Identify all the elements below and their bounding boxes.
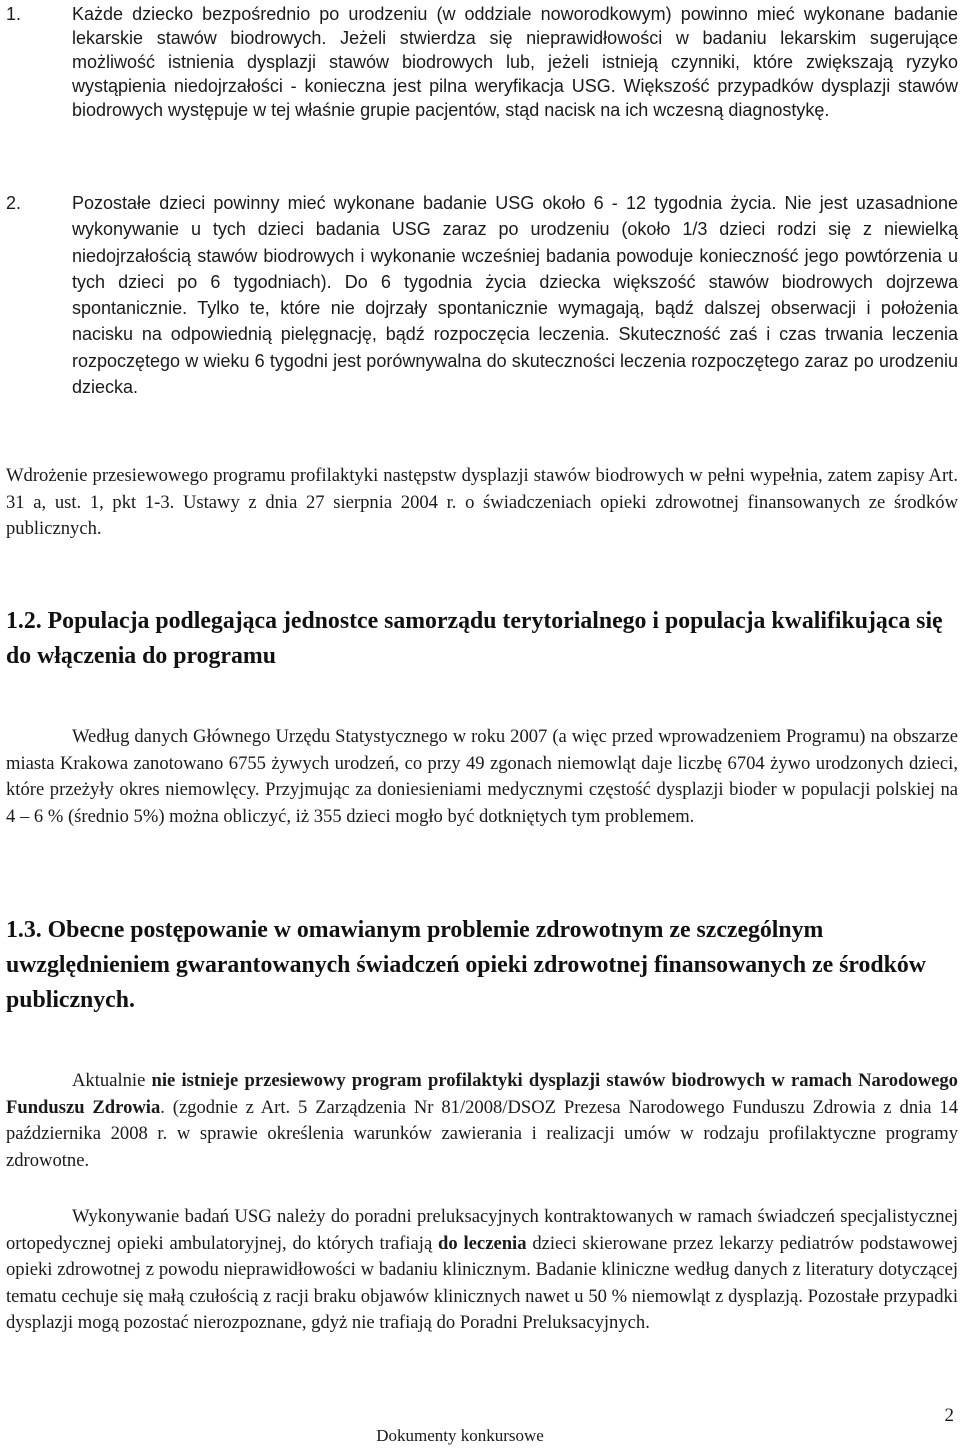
paragraph-text: Wykonywanie badań USG należy do poradni preluksacyjnych kontraktowanych w ramach świadczeń specjalistycznej ortopedycznej opieki ambulatoryjnej, do których trafiają — [6, 1206, 958, 1254]
list-item-text: Każde dziecko bezpośrednio po urodzeniu (w oddziale noworodkowym) powinno mieć wykonane badanie lekarskie stawów biodrowych. Jeżeli stwierdza się nieprawidłowości w badaniu lekarskim sugerujące możliwość istnienia dysplazji stawów biodrowych lub, jeżeli istnieją czynniki, które zwiększają ryzyko wystąpienia niedojrzałości - konieczna jest pilna weryfikacja USG. Większość przypadków dysplazji stawów biodrowych występuje w tej właśnie grupie pacjentów, stąd nacisk na ich wczesną diagnostykę. — [72, 4, 958, 120]
emphasis-text: nie istnieje przesiewowy program profilaktyki dysplazji stawów biodrowych w ramach Narodowego Funduszu Zdrowia — [6, 1070, 958, 1118]
emphasis-text: do leczenia — [438, 1232, 527, 1254]
list-item-1 — [6, 2, 958, 122]
list-item-2 — [6, 190, 958, 400]
page-number: 2 — [944, 1405, 954, 1426]
paragraph-text: Aktualnie — [72, 1070, 152, 1091]
implementation-paragraph: Wdrożenie przesiewowego programu profilaktyki następstw dysplazji stawów biodrowych w pełni wypełnia, zatem zapisy Art. 31 a, ust. 1, pkt 1-3. Ustawy z dnia 27 sierpnia 2004 r. o świadczeniach opieki zdrowotnej finansowanych ze środków publicznych. — [6, 465, 958, 539]
paragraph-text: dzieci skierowane przez lekarzy pediatrów podstawowej opieki zdrowotnej z powodu nieprawidłowości w badaniu klinicznym. Badanie kliniczne według danych z literatury dotyczącej tematu cechuje się małą czułością z racji braku objawów klinicznych nawet u 50 % niemowląt z dysplazją. Pozostałe przypadki dysplazji mogą pozostać nierozpoznane, gdyż nie trafiają do Poradni Preluksacyjnych. — [6, 1232, 958, 1333]
paragraph-text: . (zgodnie z Art. 5 Zarządzenia Nr 81/2008/DSOZ Prezesa Narodowego Funduszu Zdrowia z dnia 14 października 2008 r. w sprawie określenia warunków zawierania i realizacji umów w rodzaju profilaktyczne programy zdrowotne. — [6, 1096, 958, 1171]
section-heading-1-2: 1.2. Populacja podlegająca jednostce samorządu terytorialnego i populacja kwalifikująca się do włączenia do programu — [6, 608, 943, 669]
list-number: 1. — [6, 4, 22, 24]
section-heading-1-3: 1.3. Obecne postępowanie w omawianym problemie zdrowotnym ze szczególnym uwzględnieniem gwarantowanych świadczeń opieki zdrowotnej finansowanych ze środków publicznych. — [6, 917, 926, 1013]
list-item-text: Pozostałe dzieci powinny mieć wykonane badanie USG około 6 - 12 tygodnia życia. Nie jest uzasadnione wykonywanie u tych dzieci badania USG zaraz po urodzeniu (około 1/3 dzieci rodzi się z niewielką niedojrzałością stawów biodrowych i wykonanie wcześniej badania powoduje konieczność jego powtórzenia u tych dzieci po 6 tygodniach). Do 6 tygodnia życia dziecka większość stawów biodrowych dojrzewa spontanicznie. Tylko te, które nie dojrzały spontanicznie wymagają, bądź dalszej obserwacji i położenia nacisku na odpowiednią pielęgnację, bądź rozpoczęcia leczenia. Skuteczność zaś i czas trwania leczenia rozpoczętego w wieku 6 tygodni jest porównywalna do skuteczności leczenia rozpoczętego zaraz po urodzeniu dziecka. — [72, 193, 958, 398]
statistics-paragraph: Według danych Głównego Urzędu Statystycznego w roku 2007 (a więc przed wprowadzeniem Programu) na obszarze miasta Krakowa zanotowano 6755 żywych urodzeń, co przy 49 zgonach niemowląt daje liczbę 6704 żywo urodzonych dzieci, które przeżyły okres niemowlęcy. Przyjmując za doniesieniami medycznymi częstość dysplazji bioder w populacji polskiej na 4 – 6 % (średnio 5%) można obliczyć, iż 355 dzieci mogło być dotkniętych tym problemem. — [6, 726, 958, 827]
usg-paragraph — [6, 1204, 958, 1337]
current-status-paragraph — [6, 1068, 958, 1174]
list-number: 2. — [6, 193, 22, 213]
footer-label: Dokumenty konkursowe — [376, 1426, 544, 1445]
